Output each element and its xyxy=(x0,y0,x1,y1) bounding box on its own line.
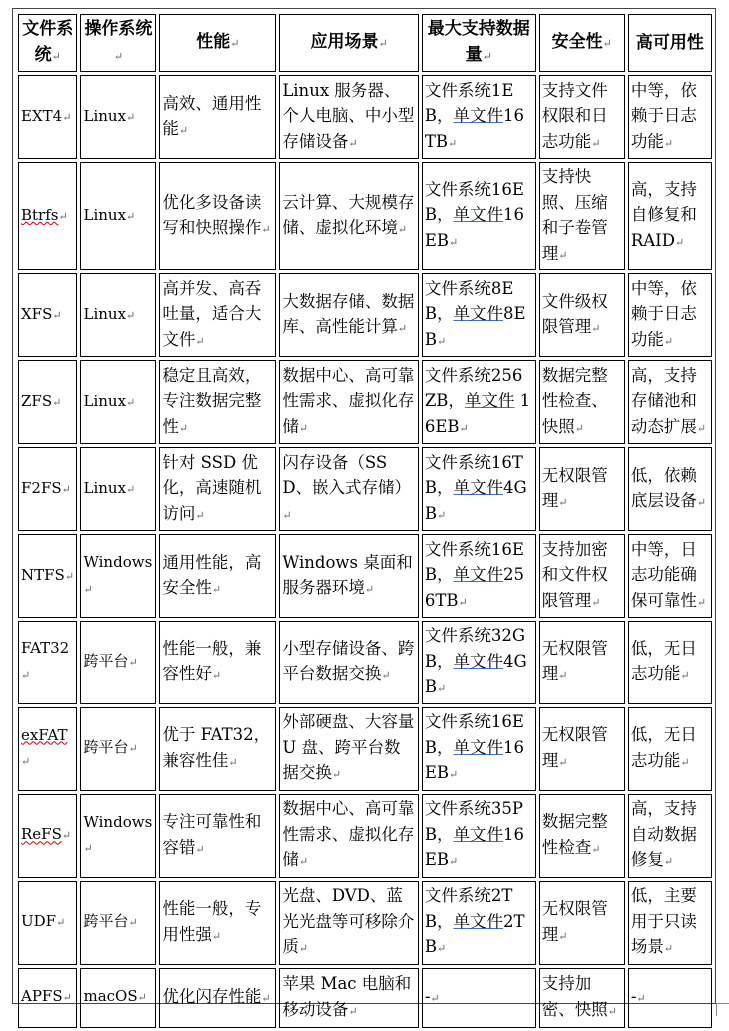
cell-filesystem: exFAT↵ xyxy=(18,707,77,791)
cell-capacity: 文件系统16TB，单文件4GB↵ xyxy=(422,447,536,531)
cell-scenario: 数据中心、高可靠性需求、虚拟化存储↵ xyxy=(279,794,419,878)
header-performance: 性能↵ xyxy=(159,14,276,72)
cell-performance: 针对 SSD 优化，高速随机访问↵ xyxy=(159,447,276,531)
cell-capacity: 文件系统1EB，单文件16TB↵ xyxy=(422,75,536,159)
cell-capacity: 文件系统256ZB，单文件 16EB↵ xyxy=(422,360,536,444)
header-capacity: 最大支持数据量↵ xyxy=(422,14,536,72)
cell-performance: 优于 FAT32，兼容性佳↵ xyxy=(159,707,276,791)
cell-security: 无权限管理↵ xyxy=(539,447,625,531)
cell-performance: 优化多设备读写和快照操作↵ xyxy=(159,162,276,270)
cell-capacity: 文件系统32GB，单文件4GB↵ xyxy=(422,621,536,704)
cell-filesystem: FAT32↵ xyxy=(18,621,77,704)
document-page xyxy=(12,8,716,1019)
cell-filesystem: NTFS↵ xyxy=(18,534,77,618)
cell-availability: 高，支持存储池和动态扩展↵ xyxy=(628,360,712,444)
table-row xyxy=(18,360,712,444)
cell-availability: 低，无日志功能↵ xyxy=(628,621,712,704)
cell-capacity: 文件系统16EB，单文件16EB↵ xyxy=(422,707,536,791)
table-row xyxy=(18,75,712,159)
cell-capacity: -↵ xyxy=(422,968,536,1028)
table-row xyxy=(18,881,712,965)
cell-filesystem: Btrfs↵ xyxy=(18,162,77,270)
cell-os: 跨平台↵ xyxy=(80,707,156,791)
table-row xyxy=(18,621,712,704)
cell-security: 支持文件权限和日志功能↵ xyxy=(539,75,625,159)
table-row xyxy=(18,162,712,270)
cell-performance: 优化闪存性能↵ xyxy=(159,968,276,1028)
cell-filesystem: ZFS↵ xyxy=(18,360,77,444)
cell-os: 跨平台↵ xyxy=(80,881,156,965)
cell-availability: 低，依赖底层设备↵ xyxy=(628,447,712,531)
header-availability: 高可用性 xyxy=(628,14,712,72)
table-row xyxy=(18,534,712,618)
cell-availability: 中等，日志功能确保可靠性↵ xyxy=(628,534,712,618)
cell-filesystem: XFS↵ xyxy=(18,273,77,357)
header-row xyxy=(18,14,712,72)
cell-os: Windows↵ xyxy=(80,794,156,878)
header-filesystem: 文件系统↵ xyxy=(18,14,77,72)
cell-scenario: Linux 服务器、个人电脑、中小型存储设备↵ xyxy=(279,75,419,159)
table-row xyxy=(18,273,712,357)
cell-performance: 性能一般，兼容性好↵ xyxy=(159,621,276,704)
cell-filesystem: F2FS↵ xyxy=(18,447,77,531)
cell-performance: 稳定且高效，专注数据完整性↵ xyxy=(159,360,276,444)
cell-os: Linux↵ xyxy=(80,75,156,159)
cell-availability: 中等，依赖于日志功能↵ xyxy=(628,75,712,159)
cell-os: macOS↵ xyxy=(80,968,156,1028)
cell-performance: 性能一般，专用性强↵ xyxy=(159,881,276,965)
cell-scenario: 闪存设备（SSD、嵌入式存储）↵ xyxy=(279,447,419,531)
cell-availability: 高，支持自动数据修复↵ xyxy=(628,794,712,878)
cell-capacity: 文件系统16EB，单文件256TB↵ xyxy=(422,534,536,618)
cell-security: 无权限管理↵ xyxy=(539,881,625,965)
cell-os: Linux↵ xyxy=(80,447,156,531)
header-scenario: 应用场景↵ xyxy=(279,14,419,72)
page-corner-mark xyxy=(716,1003,729,1016)
cell-availability: 低，主要用于只读场景↵ xyxy=(628,881,712,965)
cell-security: 数据完整性检查↵ xyxy=(539,794,625,878)
cell-performance: 高并发、高吞吐量，适合大文件↵ xyxy=(159,273,276,357)
cell-filesystem: UDF↵ xyxy=(18,881,77,965)
cell-availability: 中等，依赖于日志功能↵ xyxy=(628,273,712,357)
cell-availability: 低，无日志功能↵ xyxy=(628,707,712,791)
cell-os: Windows↵ xyxy=(80,534,156,618)
cell-filesystem: EXT4↵ xyxy=(18,75,77,159)
cell-filesystem: ReFS↵ xyxy=(18,794,77,878)
cell-performance: 专注可靠性和容错↵ xyxy=(159,794,276,878)
cell-scenario: Windows 桌面和服务器环境↵ xyxy=(279,534,419,618)
table-row xyxy=(18,968,712,1028)
cell-scenario: 光盘、DVD、蓝光光盘等可移除介质↵ xyxy=(279,881,419,965)
cell-scenario: 外部硬盘、大容量 U 盘、跨平台数据交换↵ xyxy=(279,707,419,791)
cell-os: Linux↵ xyxy=(80,360,156,444)
cell-performance: 高效、通用性能↵ xyxy=(159,75,276,159)
cell-os: 跨平台↵ xyxy=(80,621,156,704)
cell-filesystem: APFS↵ xyxy=(18,968,77,1028)
cell-os: Linux↵ xyxy=(80,273,156,357)
cell-scenario: 苹果 Mac 电脑和移动设备↵ xyxy=(279,968,419,1028)
cell-security: 无权限管理↵ xyxy=(539,621,625,704)
cell-capacity: 文件系统8EB，单文件8EB↵ xyxy=(422,273,536,357)
cell-scenario: 大数据存储、数据库、高性能计算↵ xyxy=(279,273,419,357)
cell-security: 数据完整性检查、快照↵ xyxy=(539,360,625,444)
cell-availability: 高，支持自修复和RAID↵ xyxy=(628,162,712,270)
table-row xyxy=(18,447,712,531)
cell-security: 文件级权限管理↵ xyxy=(539,273,625,357)
header-security: 安全性↵ xyxy=(539,14,625,72)
cell-security: 支持快照、压缩和子卷管理↵ xyxy=(539,162,625,270)
cell-capacity: 文件系统2TB，单文件2TB↵ xyxy=(422,881,536,965)
cell-security: 支持加密和文件权限管理↵ xyxy=(539,534,625,618)
cell-os: Linux↵ xyxy=(80,162,156,270)
cell-security: 支持加密、快照↵ xyxy=(539,968,625,1028)
cell-performance: 通用性能，高安全性↵ xyxy=(159,534,276,618)
cell-capacity: 文件系统35PB，单文件16EB↵ xyxy=(422,794,536,878)
cell-security: 无权限管理↵ xyxy=(539,707,625,791)
table-row xyxy=(18,707,712,791)
filesystem-comparison-table xyxy=(15,11,715,1031)
cell-availability: -↵ xyxy=(628,968,712,1028)
cell-scenario: 云计算、大规模存储、虚拟化环境↵ xyxy=(279,162,419,270)
cell-capacity: 文件系统16EB，单文件16EB↵ xyxy=(422,162,536,270)
cell-scenario: 数据中心、高可靠性需求、虚拟化存储↵ xyxy=(279,360,419,444)
header-os: 操作系统↵ xyxy=(80,14,156,72)
table-row xyxy=(18,794,712,878)
cell-scenario: 小型存储设备、跨平台数据交换↵ xyxy=(279,621,419,704)
